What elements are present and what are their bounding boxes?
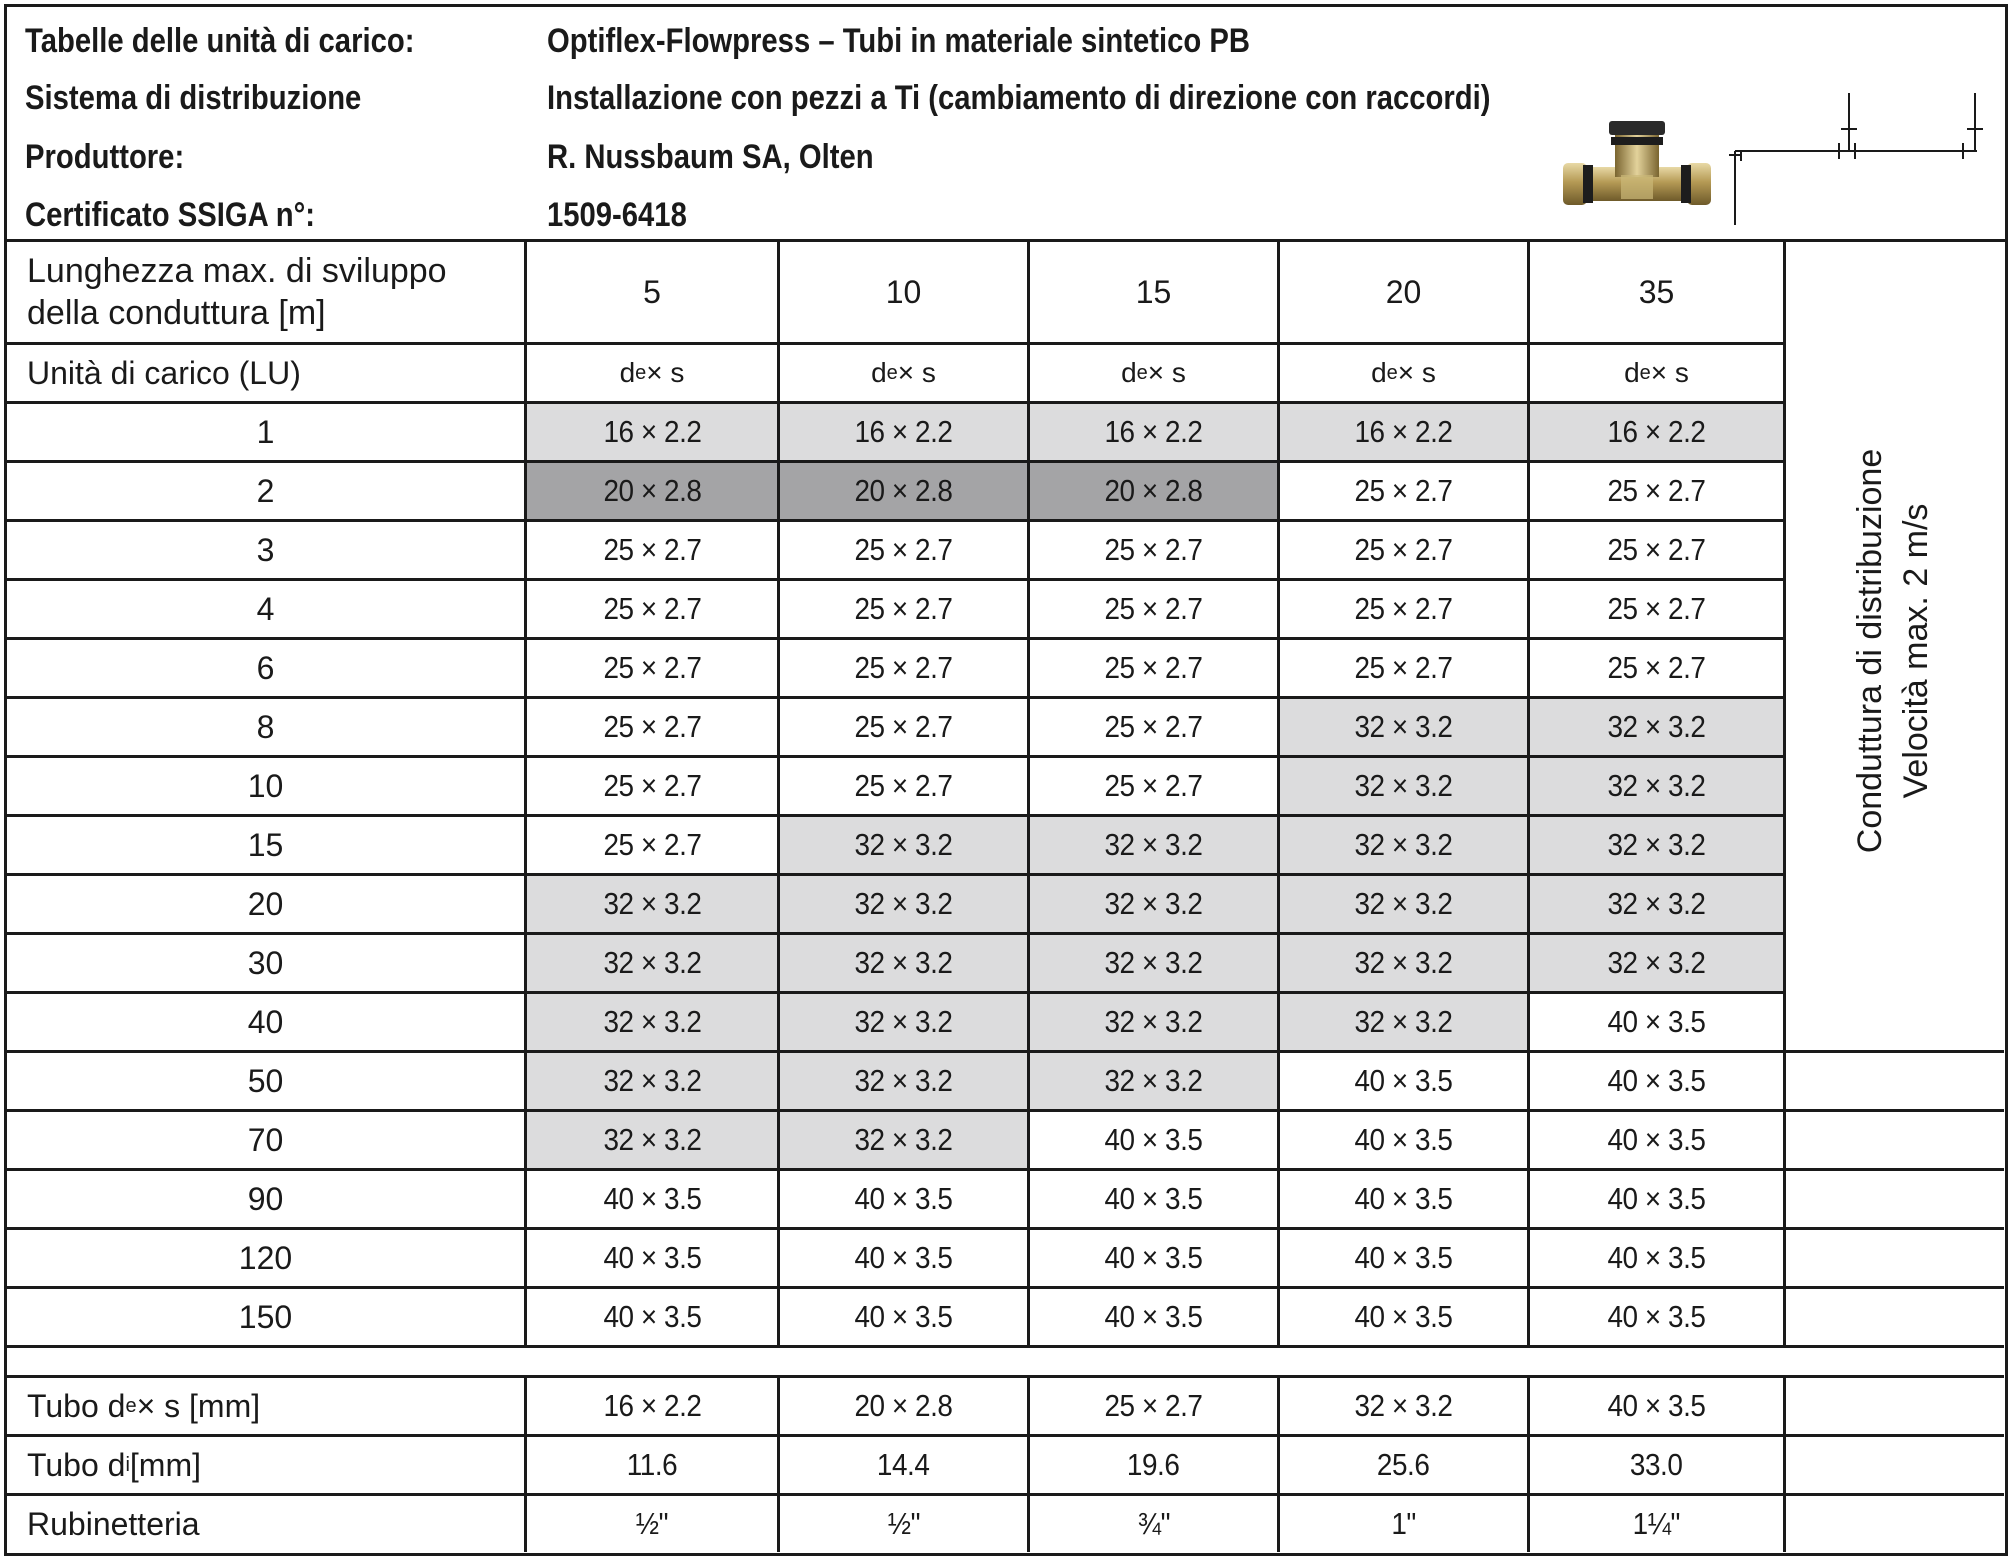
unit-x-s: × s xyxy=(1650,357,1689,388)
pipe-size-cell: 25 × 2.7 xyxy=(1607,650,1706,685)
table-row xyxy=(7,699,1783,755)
grid-line xyxy=(1783,242,1786,1345)
table-row xyxy=(7,994,1783,1050)
pipe-size-cell: 40 × 3.5 xyxy=(602,1240,702,1275)
pipe-size-cell: 32 × 3.2 xyxy=(1280,758,1527,814)
lu-value: 3 xyxy=(256,531,275,568)
pipe-size-cell: 40 × 3.5 xyxy=(1354,1299,1453,1334)
pipe-size-cell: 32 × 3.2 xyxy=(1280,935,1527,991)
lu-value: 90 xyxy=(247,1180,284,1217)
footer-cell: 20 × 2.8 xyxy=(854,1388,953,1423)
footer-label: Rubinetteria xyxy=(27,1505,200,1542)
grid-line xyxy=(524,1375,527,1552)
table-row xyxy=(7,640,1783,696)
pipe-size-cell: 40 × 3.5 xyxy=(1104,1181,1203,1216)
pipe-size-cell: 40 × 3.5 xyxy=(1104,1299,1203,1334)
grid-line xyxy=(7,932,1783,935)
pipe-size-cell: 32 × 3.2 xyxy=(527,1053,777,1109)
pipe-size-cell: 25 × 2.7 xyxy=(602,827,702,862)
pipe-size-cell: 16 × 2.2 xyxy=(527,404,777,460)
unit-e: e xyxy=(886,361,898,384)
length-col-5: 5 xyxy=(643,273,661,310)
grid-line xyxy=(7,578,1783,581)
table-header-lu xyxy=(7,345,1783,401)
pipe-size-cell: 40 × 3.5 xyxy=(854,1299,953,1334)
grid-line xyxy=(1783,1375,1786,1552)
header-label-certificate: Certificato SSIGA n°: xyxy=(25,195,316,234)
lu-value: 30 xyxy=(247,944,284,981)
grid-line xyxy=(1277,242,1280,1345)
pipe-size-cell: 32 × 3.2 xyxy=(1530,699,1783,755)
header-value-system: Installazione con pezzi a Ti (cambiamento di direzione con raccordi) xyxy=(547,78,1491,117)
pipe-size-cell: 32 × 3.2 xyxy=(1530,817,1783,873)
unit-e: e xyxy=(1136,361,1148,384)
unit-x-s: × s xyxy=(897,357,936,388)
pipe-size-cell: 25 × 2.7 xyxy=(1607,473,1706,508)
pipe-size-cell: 16 × 2.2 xyxy=(1030,404,1277,460)
lu-value: 2 xyxy=(256,472,275,509)
footer-label: Tubo d i [mm] xyxy=(27,1446,201,1483)
grid-line xyxy=(7,637,1783,640)
unit-x-s: × s xyxy=(646,357,685,388)
pipe-size-cell: 25 × 2.7 xyxy=(1354,473,1453,508)
lu-value: 6 xyxy=(256,649,275,686)
length-col-20: 20 xyxy=(1385,273,1422,310)
length-label-line1: Lunghezza max. di sviluppo xyxy=(27,252,447,290)
length-col-15: 15 xyxy=(1135,273,1172,310)
tee-fitting-image xyxy=(1557,115,1717,219)
pipe-size-cell: 40 × 3.5 xyxy=(1354,1181,1453,1216)
footer-cell: 1¼" xyxy=(1632,1506,1681,1541)
pipe-size-cell: 40 × 3.5 xyxy=(1354,1122,1453,1157)
lu-value: 120 xyxy=(238,1239,293,1276)
grid-line xyxy=(7,1168,2004,1171)
pipe-size-cell: 40 × 3.5 xyxy=(1607,1299,1706,1334)
table-row xyxy=(7,463,1783,519)
pipe-size-cell: 32 × 3.2 xyxy=(1280,876,1527,932)
table-row xyxy=(7,1289,1783,1345)
pipe-size-cell: 32 × 3.2 xyxy=(527,935,777,991)
grid-line xyxy=(524,242,527,1345)
grid-line xyxy=(1527,1375,1530,1552)
footer-cell: 14.4 xyxy=(877,1447,930,1482)
grid-line xyxy=(7,342,1783,345)
grid-line xyxy=(7,519,1783,522)
pipe-size-cell: 25 × 2.7 xyxy=(854,591,953,626)
document-frame xyxy=(4,4,2008,1556)
pipe-size-cell: 32 × 3.2 xyxy=(527,994,777,1050)
pipe-size-cell: 40 × 3.5 xyxy=(1104,1122,1203,1157)
lu-value: 20 xyxy=(247,885,284,922)
table-row xyxy=(7,935,1783,991)
footer-cell: 1" xyxy=(1391,1506,1416,1541)
unit-x-s: × s xyxy=(1397,357,1436,388)
table-row xyxy=(7,876,1783,932)
grid-line xyxy=(7,696,1783,699)
pipe-size-cell: 32 × 3.2 xyxy=(1280,817,1527,873)
footer-cell: ¾" xyxy=(1137,1506,1170,1541)
pipe-size-cell: 40 × 3.5 xyxy=(1607,1063,1706,1098)
pipe-size-cell: 32 × 3.2 xyxy=(1280,994,1527,1050)
footer-cell: 40 × 3.5 xyxy=(1607,1388,1706,1423)
header-value-producer: R. Nussbaum SA, Olten xyxy=(547,137,874,176)
unit-header-cell xyxy=(780,345,1027,401)
footer-cell: ½" xyxy=(635,1506,669,1541)
grid-line xyxy=(7,873,1783,876)
footer-cell: 25 × 2.7 xyxy=(1104,1388,1203,1423)
pipe-size-cell: 40 × 3.5 xyxy=(1607,1122,1706,1157)
unit-d: d xyxy=(871,357,887,388)
grid-line xyxy=(7,1345,2004,1348)
lu-label: Unità di carico (LU) xyxy=(27,354,301,391)
pipe-size-cell: 32 × 3.2 xyxy=(780,817,1027,873)
pipe-size-cell: 32 × 3.2 xyxy=(780,1053,1027,1109)
length-col-35: 35 xyxy=(1638,273,1675,310)
pipe-size-cell: 32 × 3.2 xyxy=(780,876,1027,932)
grid-line xyxy=(7,991,1783,994)
grid-line xyxy=(1027,242,1030,1345)
pipe-size-cell: 25 × 2.7 xyxy=(602,532,702,567)
pipe-size-cell: 40 × 3.5 xyxy=(1607,1004,1706,1039)
pipe-size-cell: 32 × 3.2 xyxy=(1030,1053,1277,1109)
pipe-size-cell: 40 × 3.5 xyxy=(1607,1181,1706,1216)
pipe-size-cell: 25 × 2.7 xyxy=(1354,532,1453,567)
pipe-size-cell: 25 × 2.7 xyxy=(854,709,953,744)
pipe-size-cell: 40 × 3.5 xyxy=(602,1299,702,1334)
pipe-size-cell: 20 × 2.8 xyxy=(780,463,1027,519)
footer-row xyxy=(7,1496,1783,1552)
pipe-size-cell: 40 × 3.5 xyxy=(854,1181,953,1216)
lu-value: 4 xyxy=(256,590,275,627)
side-note-line2: Velocità max. 2 m/s xyxy=(1897,503,1936,799)
footer-cell: 33.0 xyxy=(1630,1447,1683,1482)
lu-value: 8 xyxy=(256,708,275,745)
unit-header-cell xyxy=(1280,345,1527,401)
unit-header-cell xyxy=(1030,345,1277,401)
table-header-lengths xyxy=(7,242,1783,342)
grid-line xyxy=(7,1375,2004,1378)
pipe-size-cell: 25 × 2.7 xyxy=(1104,709,1203,744)
pipe-size-cell: 25 × 2.7 xyxy=(1354,591,1453,626)
grid-line xyxy=(1277,1375,1280,1552)
footer-row xyxy=(7,1437,1783,1493)
pipe-size-cell: 40 × 3.5 xyxy=(602,1181,702,1216)
pipe-schematic-diagram xyxy=(1727,91,1997,231)
unit-e: e xyxy=(1639,361,1651,384)
pipe-size-cell: 16 × 2.2 xyxy=(1530,404,1783,460)
table-row xyxy=(7,758,1783,814)
grid-line xyxy=(7,1050,2004,1053)
pipe-size-cell: 32 × 3.2 xyxy=(780,935,1027,991)
pipe-size-cell: 20 × 2.8 xyxy=(527,463,777,519)
lu-value: 1 xyxy=(256,413,275,450)
table-row xyxy=(7,1230,1783,1286)
pipe-size-cell: 32 × 3.2 xyxy=(780,1112,1027,1168)
pipe-size-cell: 25 × 2.7 xyxy=(1354,650,1453,685)
pipe-size-cell: 25 × 2.7 xyxy=(854,768,953,803)
grid-line xyxy=(7,814,1783,817)
pipe-size-cell: 40 × 3.5 xyxy=(1354,1240,1453,1275)
pipe-size-cell: 16 × 2.2 xyxy=(1280,404,1527,460)
table-row xyxy=(7,1053,1783,1109)
unit-e: e xyxy=(635,361,647,384)
footer-cell: 19.6 xyxy=(1127,1447,1180,1482)
pipe-size-cell: 32 × 3.2 xyxy=(1530,758,1783,814)
lu-value: 10 xyxy=(247,767,284,804)
grid-line xyxy=(7,1493,2004,1496)
lu-value: 15 xyxy=(247,826,284,863)
table-row xyxy=(7,404,1783,460)
unit-x-s: × s xyxy=(1147,357,1186,388)
pipe-size-cell: 32 × 3.2 xyxy=(1030,817,1277,873)
pipe-size-cell: 40 × 3.5 xyxy=(1104,1240,1203,1275)
pipe-size-cell: 25 × 2.7 xyxy=(854,650,953,685)
table-row xyxy=(7,1171,1783,1227)
length-label-line2: della conduttura [m] xyxy=(27,294,326,332)
pipe-size-cell: 32 × 3.2 xyxy=(1530,876,1783,932)
footer-cell: 25.6 xyxy=(1377,1447,1430,1482)
pipe-size-cell: 25 × 2.7 xyxy=(602,650,702,685)
grid-line xyxy=(7,1434,2004,1437)
pipe-size-cell: 32 × 3.2 xyxy=(527,1112,777,1168)
pipe-size-cell: 20 × 2.8 xyxy=(1030,463,1277,519)
pipe-size-cell: 25 × 2.7 xyxy=(602,709,702,744)
pipe-size-cell: 32 × 3.2 xyxy=(780,994,1027,1050)
pipe-size-cell: 25 × 2.7 xyxy=(1104,591,1203,626)
pipe-size-cell: 32 × 3.2 xyxy=(1030,876,1277,932)
side-note xyxy=(1783,242,2004,1060)
footer-row xyxy=(7,1378,1783,1434)
pipe-size-cell: 40 × 3.5 xyxy=(1607,1240,1706,1275)
pipe-size-cell: 25 × 2.7 xyxy=(1607,591,1706,626)
grid-line xyxy=(7,401,1783,404)
pipe-size-cell: 25 × 2.7 xyxy=(854,532,953,567)
footer-label: Tubo d e × s [mm] xyxy=(27,1387,261,1424)
pipe-size-cell: 25 × 2.7 xyxy=(1104,768,1203,803)
pipe-size-cell: 40 × 3.5 xyxy=(854,1240,953,1275)
lu-value: 150 xyxy=(238,1298,293,1335)
table-row xyxy=(7,1112,1783,1168)
length-col-10: 10 xyxy=(885,273,922,310)
pipe-size-cell: 25 × 2.7 xyxy=(1607,532,1706,567)
side-note-line1: Conduttura di distribuzione xyxy=(1851,448,1890,854)
unit-header-cell xyxy=(1530,345,1783,401)
grid-line xyxy=(7,1286,2004,1289)
pipe-size-cell: 25 × 2.7 xyxy=(602,768,702,803)
footer-cell: 11.6 xyxy=(626,1447,678,1482)
footer-cell: 16 × 2.2 xyxy=(602,1388,702,1423)
header-value-certificate: 1509-6418 xyxy=(547,195,687,234)
lu-value: 50 xyxy=(247,1062,284,1099)
table-row xyxy=(7,817,1783,873)
pipe-size-cell: 25 × 2.7 xyxy=(602,591,702,626)
footer-cell: ½" xyxy=(887,1506,920,1541)
load-unit-table xyxy=(7,242,2004,1552)
header-label-system: Sistema di distribuzione xyxy=(25,78,362,117)
grid-line xyxy=(7,1227,2004,1230)
unit-d: d xyxy=(1121,357,1137,388)
pipe-size-cell: 32 × 3.2 xyxy=(1530,935,1783,991)
grid-line xyxy=(777,1375,780,1552)
table-row xyxy=(7,522,1783,578)
unit-e: e xyxy=(1386,361,1398,384)
grid-line xyxy=(7,755,1783,758)
pipe-size-cell: 25 × 2.7 xyxy=(1104,532,1203,567)
unit-d: d xyxy=(1624,357,1640,388)
footer-cell: 32 × 3.2 xyxy=(1354,1388,1453,1423)
lu-value: 40 xyxy=(247,1003,284,1040)
header-value-product: Optiflex-Flowpress – Tubi in materiale sintetico PB xyxy=(547,21,1250,60)
header-label-table: Tabelle delle unità di carico: xyxy=(25,21,415,60)
pipe-size-cell: 32 × 3.2 xyxy=(1030,935,1277,991)
unit-d: d xyxy=(1371,357,1387,388)
header-label-producer: Produttore: xyxy=(25,137,185,176)
pipe-size-cell: 32 × 3.2 xyxy=(1030,994,1277,1050)
pipe-size-cell: 25 × 2.7 xyxy=(1104,650,1203,685)
grid-line xyxy=(7,460,1783,463)
pipe-size-cell: 32 × 3.2 xyxy=(1280,699,1527,755)
pipe-size-cell: 16 × 2.2 xyxy=(780,404,1027,460)
lu-value: 70 xyxy=(247,1121,284,1158)
grid-line xyxy=(1027,1375,1030,1552)
unit-header-cell xyxy=(527,345,777,401)
grid-line xyxy=(7,1109,2004,1112)
pipe-size-cell: 40 × 3.5 xyxy=(1354,1063,1453,1098)
length-label xyxy=(7,242,524,342)
unit-d: d xyxy=(619,357,636,388)
grid-line xyxy=(1527,242,1530,1345)
table-row xyxy=(7,581,1783,637)
grid-line xyxy=(777,242,780,1345)
pipe-size-cell: 32 × 3.2 xyxy=(527,876,777,932)
